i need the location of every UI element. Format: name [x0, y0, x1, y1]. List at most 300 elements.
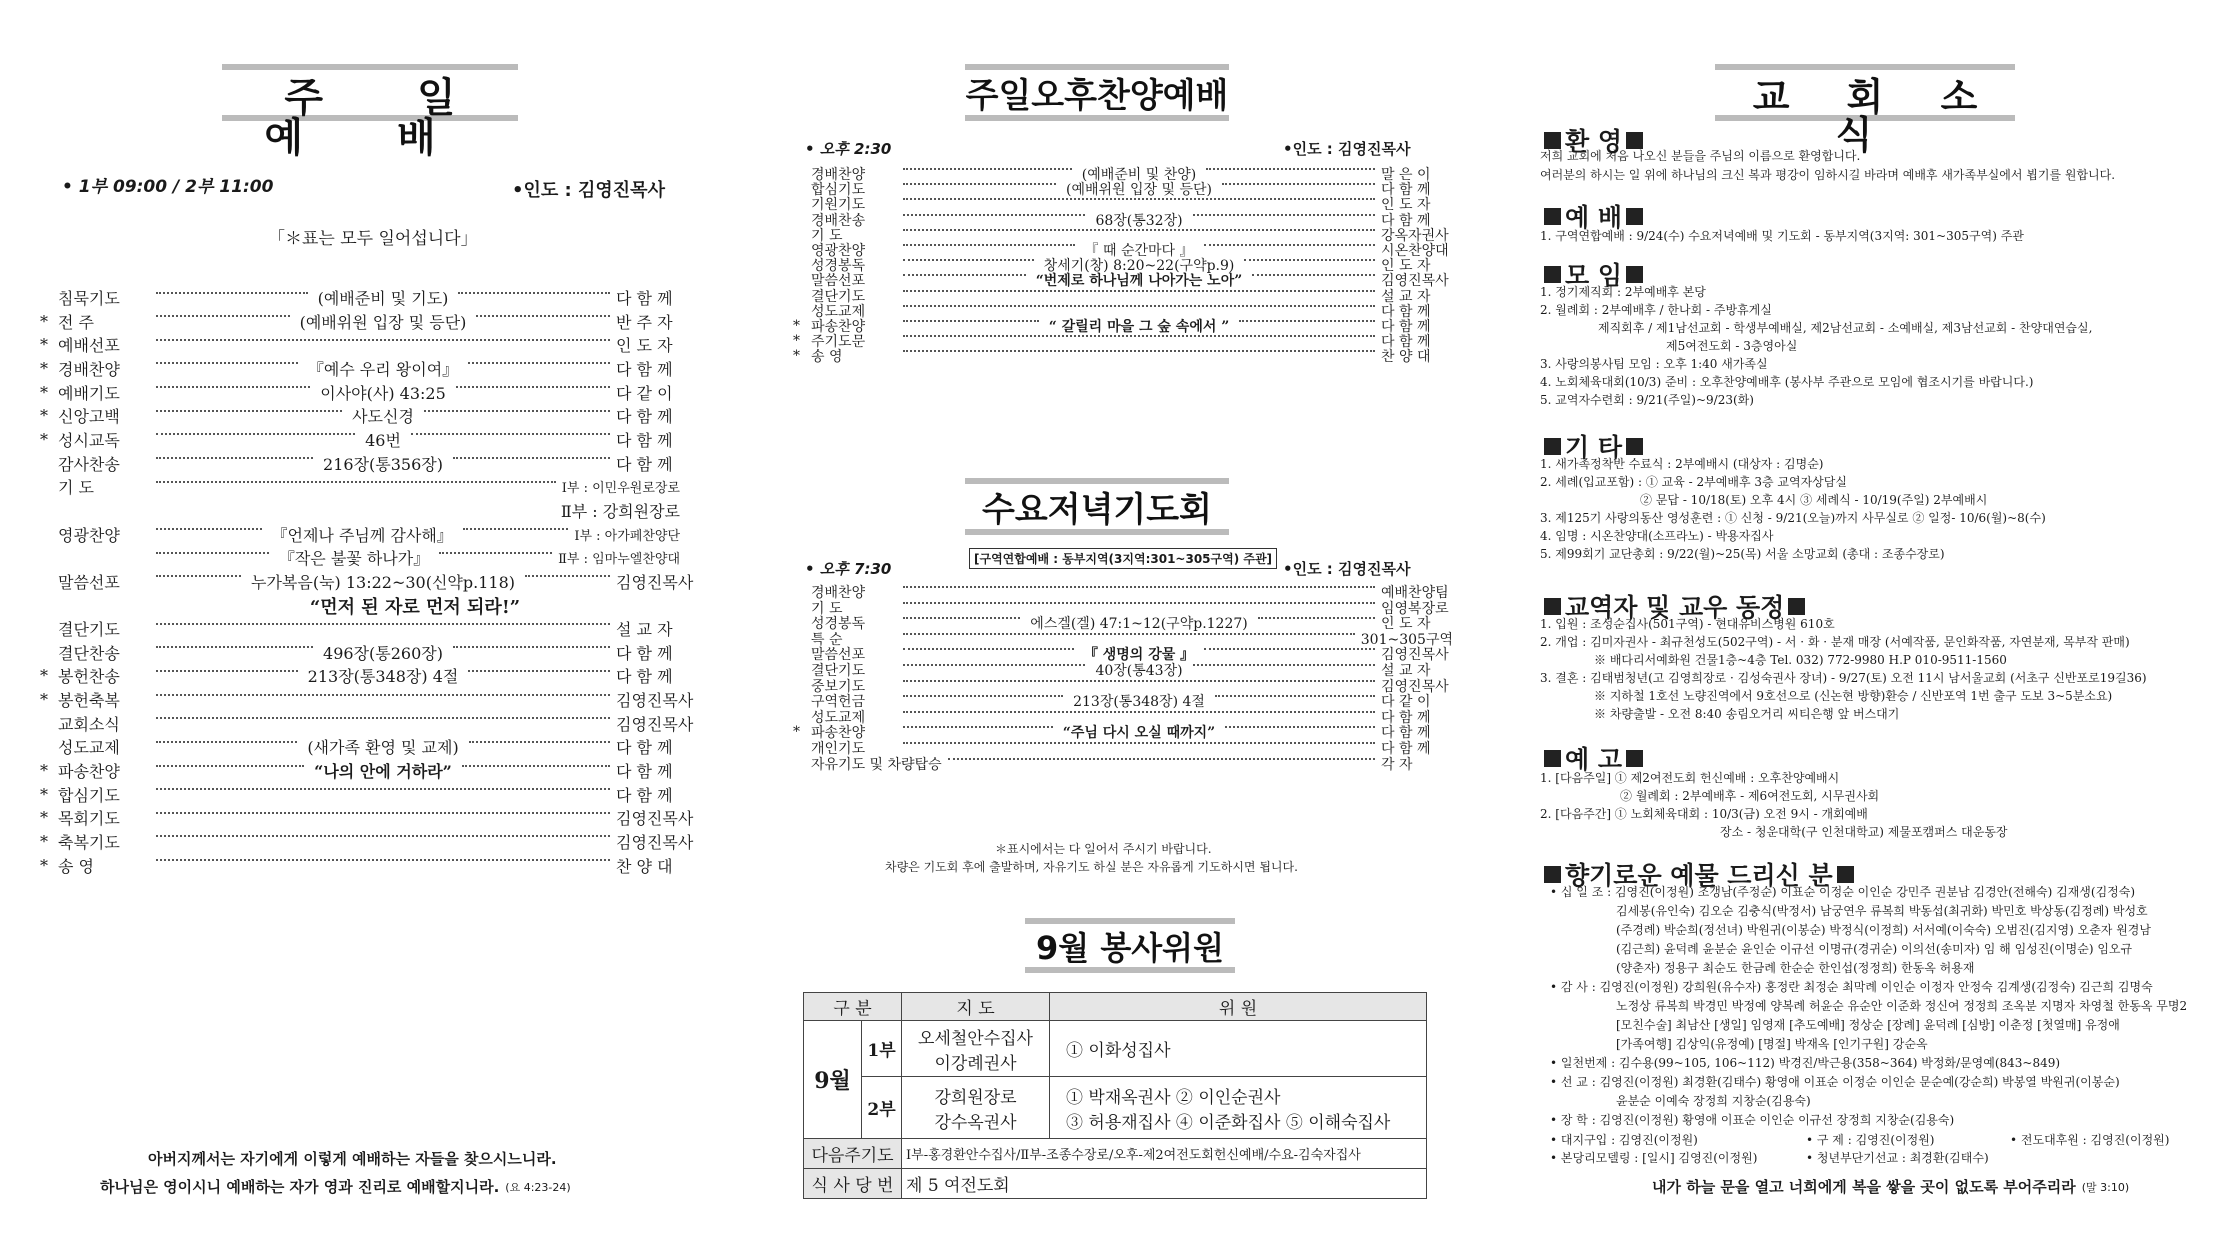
square-bullet-icon: [1544, 598, 1561, 615]
order-item-label: 송 영: [811, 349, 843, 366]
footer-verse-line1: 아버지께서는 자기에게 이렇게 예배하는 자들을 찾으시느니라.: [148, 1150, 557, 1168]
order-item-person: 다 함 께: [616, 454, 673, 474]
order-row: [40, 286, 680, 309]
order-item-person: 다 함 께: [1381, 212, 1431, 229]
order-item-label: 성도교제: [58, 738, 120, 758]
order-item-label: 성경봉독: [811, 616, 866, 633]
dotted-leader: [156, 481, 556, 483]
dotted-leader: [424, 410, 610, 412]
order-item-detail: 사도신경: [352, 407, 414, 427]
order-item-label: 기 도: [58, 478, 94, 498]
square-bullet-icon: [1544, 866, 1561, 883]
order-item-detail: 『언제나 주님께 감사해』: [271, 525, 453, 545]
order-item-person: 다 함 께: [616, 762, 673, 781]
order-row: [40, 546, 680, 569]
news-line: • 장 학 : 김영진(이정원) 황영애 이표순 이인순 이규선 장정희 지창순(김용숙): [1550, 1113, 1955, 1127]
order-item-person: 김영진목사: [616, 572, 694, 592]
order-item-person: 김영진목사: [1381, 273, 1449, 290]
standing-mark: *: [40, 784, 48, 804]
order-item-label: 경배찬양: [58, 359, 120, 379]
dotted-leader: [462, 765, 610, 767]
dotted-leader: [439, 552, 552, 554]
order-item-detail: (예배준비 및 기도): [317, 289, 449, 308]
dotted-leader: [525, 575, 610, 577]
volunteers-table: [803, 992, 1427, 1199]
vehicle-note: 차량은 기도회 후에 출발하며, 자유기도 하실 분은 자유롭게 기도하시면 됩니다.: [885, 860, 1298, 874]
news-line: • 선 교 : 김영진(이정원) 최경환(김태수) 황영애 이표순 이정순 이인순 문순예(강순희) 박봉열 박원귀(이봉순): [1550, 1075, 2120, 1089]
order-item-detail: 496장(통260장): [323, 643, 443, 663]
footer-verse: [1652, 1176, 2129, 1197]
square-bullet-icon: [1544, 438, 1561, 455]
dotted-leader: [468, 362, 610, 364]
sunday-worship-title: 주 일 예 배: [222, 64, 518, 121]
dotted-leader: [156, 292, 308, 294]
dotted-leader: [156, 741, 297, 743]
section-notice-label: 예 고: [1565, 745, 1623, 774]
order-item-person: 시온찬양대: [1381, 243, 1449, 259]
order-item-person: Ⅱ부 : 임마누엘찬양대: [558, 552, 681, 568]
order-item-label: 경배찬송: [811, 212, 866, 229]
order-item-detail: (새가족 환영 및 교제): [307, 738, 459, 758]
order-item-person: 설 교 자: [1381, 663, 1431, 679]
order-item-label: 결단기도: [811, 663, 866, 679]
dotted-leader: [903, 648, 1074, 650]
order-item-label: 성시교독: [58, 430, 120, 450]
order-row: [40, 688, 694, 711]
wednesday-prayer-title: 수요저녁기도회: [965, 478, 1229, 535]
order-row: [40, 452, 680, 475]
order-item-person: 찬 양 대: [1381, 349, 1431, 366]
order-item-detail: 213장(통348장) 4절: [307, 667, 459, 687]
news-line: [모친수술] 최남산 [생일] 임영재 [추도예배] 정상순 [장례] 윤덕례 [심방] 이춘정 [첫열매] 유정애: [1616, 1018, 2120, 1032]
standing-mark: *: [40, 311, 48, 331]
order-item-detail: 『예수 우리 왕이여』: [307, 359, 459, 379]
order-item-person: 인 도 자: [1381, 197, 1431, 214]
square-bullet-icon: [1544, 208, 1561, 225]
square-bullet-icon: [1626, 438, 1643, 455]
order-item-person: 반 주 자: [616, 312, 673, 332]
order-item-person: 다 함 께: [616, 430, 673, 450]
square-bullet-icon: [1626, 132, 1643, 149]
order-item-label: 성도교제: [811, 303, 866, 320]
order-item-label: 결단기도: [811, 288, 866, 305]
dotted-leader: [463, 528, 569, 530]
order-row: [40, 357, 680, 380]
dotted-leader: [903, 229, 1375, 231]
offering-land: • 대지구입 : 김영진(이정원): [1550, 1133, 1698, 1147]
church-news-column: [1540, 0, 2215, 1240]
dotted-leader: [903, 586, 1375, 588]
order-item-detail: 누가복음(눅) 13:22~30(신약p.118): [251, 572, 515, 592]
order-row: [40, 641, 680, 664]
part2-district-a: 강희원장로: [934, 1087, 1017, 1108]
order-item-person: 다 같 이: [1381, 694, 1431, 711]
order-item-label: 개인기도: [811, 741, 866, 757]
standing-note: 「＊표는 모두 일어섭니다」: [268, 229, 478, 249]
order-item-label: 중보기도: [811, 678, 866, 695]
order-item-label: 자유기도 및 차량탑승: [811, 756, 942, 773]
dotted-leader: [156, 694, 610, 696]
section-offerings-label: 향기로운 예물 드리신 분: [1565, 861, 1833, 890]
order-item-person: 인 도 자: [1381, 258, 1431, 275]
dotted-leader: [903, 168, 1072, 170]
order-row: [40, 617, 680, 640]
worship-leader: •인도 : 김영진목사: [512, 180, 665, 201]
dotted-leader: [1204, 244, 1376, 246]
order-item-person: Ⅱ부 : 강희원장로: [560, 501, 680, 521]
order-item-person: 다 함 께: [616, 785, 673, 805]
dotted-leader: [156, 812, 610, 814]
part2-members-b: ③ 허용재집사 ④ 이준화집사 ⑤ 이해숙집사: [1066, 1112, 1391, 1133]
square-bullet-icon: [1837, 866, 1854, 883]
news-line: 3. 결혼 : 김태범청년(고 김영희장로 · 김성숙권사 장녀) - 9/27(토) 오전 11시 남서울교회 (서초구 신반포로19길36): [1540, 671, 2147, 685]
news-line: 2. 월례회 : 2부예배후 / 한나회 - 주방휴게실: [1540, 303, 1772, 317]
order-row: [793, 346, 1453, 366]
standing-mark: *: [793, 724, 800, 741]
wednesday-leader: •인도 : 김영진목사: [1283, 560, 1411, 578]
dotted-leader: [156, 433, 355, 435]
news-line: 5. 제99회기 교단총회 : 9/22(월)~25(목) 서울 소망교회 (총대 : 조종수장로): [1540, 547, 1945, 561]
dotted-leader: [1222, 183, 1375, 185]
dotted-leader: [1215, 695, 1375, 697]
dotted-leader: [1206, 168, 1375, 170]
dotted-leader: [156, 410, 342, 412]
order-row: [40, 735, 680, 758]
order-row: [40, 570, 694, 593]
order-item-person: 301~305구역: [1360, 631, 1453, 648]
order-row: [40, 664, 680, 687]
order-row: [793, 754, 1453, 774]
news-line: 1. [다음주일] ① 제2여전도회 헌신예배 : 오후찬양예배시: [1540, 771, 1840, 785]
order-row: [40, 333, 680, 356]
section-worship-label: 예 배: [1565, 203, 1623, 232]
standing-mark: *: [793, 348, 800, 365]
order-item-person: 다 함 께: [616, 407, 673, 427]
order-item-label: 경배찬양: [811, 585, 866, 601]
col-header-division: 구 분: [804, 993, 902, 1021]
part2-members: [1050, 1077, 1427, 1139]
dotted-leader: [156, 339, 610, 341]
dotted-leader: [156, 457, 313, 459]
offering-relief: • 구 제 : 김영진(이정원): [1806, 1133, 1935, 1147]
afternoon-worship-title: 주일오후찬양예배: [965, 64, 1229, 121]
news-line: 4. 노회체육대회(10/3) 준비 : 오후찬양예배후 (봉사부 주관으로 모임에 협조시기를 바랍니다.): [1540, 375, 2034, 389]
order-item-person: 다 함 께: [1381, 709, 1431, 726]
dotted-leader: [156, 788, 610, 790]
standing-mark: *: [40, 808, 48, 828]
offering-evangelism: • 전도대후원 : 김영진(이정원): [2010, 1133, 2170, 1147]
news-line: 1. 새가족정착반 수료식 : 2부예배시 (대상자 : 김명순): [1540, 457, 1824, 471]
next-prayer-label: 다음주기도: [804, 1139, 902, 1169]
order-item-label: 파송찬양: [811, 319, 866, 335]
dotted-leader: [903, 664, 1085, 666]
square-bullet-icon: [1544, 750, 1561, 767]
col-header-members: 위 원: [1050, 993, 1427, 1021]
order-item-label: 기 도: [811, 227, 843, 244]
dotted-leader: [458, 292, 610, 294]
dotted-leader: [476, 315, 610, 317]
dotted-leader: [903, 711, 1375, 713]
dotted-leader: [1204, 648, 1375, 650]
order-item-label: 목회기도: [58, 809, 120, 829]
order-item-person: 말 은 이: [1381, 167, 1431, 183]
part2-district: [902, 1077, 1050, 1139]
dotted-leader: [903, 305, 1375, 307]
order-item-label: 구역헌금: [811, 694, 866, 711]
order-item-label: 특 순: [811, 631, 843, 648]
square-bullet-icon: [1626, 208, 1643, 225]
news-line: 1. 입원 : 조성순집사(501구역) - 현대유비스병원 610호: [1540, 617, 1835, 631]
order-item-label: 주기도문: [811, 334, 866, 351]
standing-note-wednesday: ＊표시에서는 다 일어서 주시기 바랍니다.: [995, 842, 1212, 856]
standing-mark: *: [40, 335, 48, 355]
order-item-label: 예배기도: [58, 383, 120, 403]
standing-mark: *: [40, 761, 48, 780]
order-row: [40, 854, 680, 877]
order-item-label: 영광찬양: [58, 525, 120, 545]
order-item-person: 다 함 께: [1381, 303, 1431, 320]
order-item-person: 다 함 께: [1381, 334, 1431, 351]
order-item-label: 교회소식: [58, 714, 120, 734]
dotted-leader: [903, 320, 1039, 322]
dotted-leader: [903, 198, 1375, 200]
news-line: • 일천번제 : 김수용(99~105, 106~112) 박경진/박근용(358~364) 박정화/문영예(843~849): [1550, 1056, 2061, 1070]
standing-mark: *: [40, 382, 48, 402]
order-row: [40, 475, 680, 498]
dotted-leader: [156, 362, 298, 364]
order-item-person: 다 함 께: [1381, 725, 1431, 742]
dotted-leader: [156, 859, 610, 861]
news-line: 윤분순 이예숙 장정희 지창순(김용숙): [1616, 1094, 1811, 1108]
order-item-detail: 『 때 순간마다 』: [1084, 243, 1194, 259]
order-item-label: 합심기도: [58, 785, 120, 805]
order-item-detail: “주님 다시 오실 때까지”: [1062, 725, 1216, 742]
order-row: [40, 712, 694, 735]
order-item-detail: 68장(통32장): [1095, 212, 1183, 229]
dotted-leader: [156, 646, 313, 648]
order-item-label: 기 도: [811, 600, 843, 617]
square-bullet-icon: [1544, 132, 1561, 149]
square-bullet-icon: [1788, 598, 1805, 615]
dotted-leader: [156, 623, 610, 625]
order-item-person: 찬 양 대: [616, 856, 673, 876]
welcome-line1: 저희 교회에 처음 나오신 분들을 주님의 이름으로 환영합니다.: [1540, 149, 1861, 163]
order-item-label: 결단찬송: [58, 643, 120, 663]
dotted-leader: [903, 183, 1056, 185]
dotted-leader: [156, 717, 610, 719]
dotted-leader: [903, 617, 1020, 619]
order-item-detail: 에스겔(겔) 47:1~12(구약p.1227): [1030, 616, 1248, 633]
dotted-leader: [456, 386, 610, 388]
standing-mark: *: [40, 358, 48, 378]
news-line: 김세봉(유인숙) 김오순 김충식(박정서) 남궁연우 류복희 박동섭(최귀화) 박민호 박상동(김정례) 박성호: [1616, 904, 2148, 918]
order-item-detail: “나의 안에 거하라”: [314, 762, 452, 781]
order-item-person: 다 함 께: [1381, 741, 1431, 757]
afternoon-time: • 오후 2:30: [805, 140, 892, 158]
news-line: ※ 배다리서예화원 건물1층~4층 Tel. 032) 772-9980 H.P 010-9511-1560: [1594, 653, 2007, 667]
offering-remodel: • 본당리모델링 : [일시] 김영진(이정원): [1550, 1151, 1758, 1165]
order-item-person: 예배찬양팀: [1381, 585, 1449, 601]
order-item-label: 송 영: [58, 856, 94, 876]
order-item-person: 강옥자권사: [1381, 227, 1449, 244]
order-item-label: 말씀선포: [811, 647, 866, 664]
dotted-leader: [903, 726, 1053, 728]
dotted-leader: [156, 552, 269, 554]
order-item-person: 다 함 께: [1381, 182, 1431, 199]
order-item-person: 김영진목사: [1381, 678, 1449, 695]
dotted-leader: [156, 386, 310, 388]
order-item-person: Ⅰ부 : 아가페찬양단: [574, 528, 680, 544]
square-bullet-icon: [1626, 750, 1643, 767]
order-item-person: 김영진목사: [1381, 647, 1449, 664]
order-item-person: 다 함 께: [616, 738, 673, 758]
dotted-leader: [1244, 259, 1375, 261]
september-volunteers-title: 9월 봉사위원: [1025, 918, 1235, 973]
order-item-label: 파송찬양: [58, 762, 120, 781]
dotted-leader: [468, 670, 610, 672]
news-line: 2. 개업 : 김미자권사 - 최규천성도(502구역) - 서 · 화 · 분재 매장 (서예작품, 문인화작품, 자연분재, 목부작 판매): [1540, 635, 2130, 649]
news-line: ② 월례회 : 2부예배후 - 제6여전도회, 시무권사회: [1620, 789, 1880, 803]
news-line: 4. 임명 : 시온찬양대(소프라노) - 박용자집사: [1540, 529, 1774, 543]
order-item-detail: 『 생명의 강물 』: [1083, 647, 1195, 664]
welcome-line2: 여러분의 하시는 일 위에 하나님의 크신 복과 평강이 임하시길 바라며 예배후 새가족부실에서 뵙기를 원합니다.: [1540, 168, 2116, 182]
afternoon-worship-column: [755, 0, 1455, 1240]
news-line: 제5여전도회 - 3층영아실: [1666, 339, 1798, 353]
part1-district: [902, 1021, 1050, 1077]
sunday-worship-column: [0, 0, 720, 1240]
dotted-leader: [903, 695, 1063, 697]
order-item-person: 김영진목사: [616, 832, 694, 852]
order-item-detail: 213장(통348장) 4절: [1073, 694, 1205, 711]
standing-mark: *: [40, 429, 48, 449]
order-item-label: 성도교제: [811, 709, 866, 726]
standing-mark: *: [40, 831, 48, 851]
dotted-leader: [156, 670, 298, 672]
news-line: • 십 일 조 : 김영진(이정원) 조갱남(주정순) 이표순 이정순 이인순 강민주 권분남 김경안(전해숙) 김재생(김정숙): [1550, 885, 2136, 899]
offering-youth-mission: • 청년부단기선교 : 최경환(김태수): [1806, 1151, 1989, 1165]
dotted-leader: [411, 433, 610, 435]
order-item-label: 말씀선포: [58, 572, 120, 592]
part2-cell: 2부: [862, 1077, 902, 1139]
order-item-label: 감사찬송: [58, 454, 120, 474]
standing-mark: *: [40, 690, 48, 710]
footer-verse-ref: (말 3:10): [2081, 1180, 2130, 1194]
dotted-leader: [903, 244, 1075, 246]
order-item-label: 기원기도: [811, 197, 866, 214]
order-item-detail: 216장(통356장): [323, 454, 443, 474]
part1-district-a: 오세철안수집사: [918, 1028, 1033, 1049]
meal-duty-label: 식 사 당 번: [804, 1169, 902, 1199]
order-row: [40, 830, 694, 853]
dotted-leader: [156, 575, 241, 577]
dotted-leader: [453, 646, 610, 648]
service-time: • 1부 09:00 / 2부 11:00: [62, 177, 274, 197]
dotted-leader: [903, 633, 1355, 635]
col-header-district: 지 도: [902, 993, 1050, 1021]
worship-item: 1. 구역연합예배 : 9/24(수) 수요저녁예배 및 기도회 - 동부지역(3지역: 301~305구역) 주관: [1540, 229, 2024, 243]
order-item-person: 김영진목사: [616, 714, 694, 734]
news-line: (주경례) 박순희(정선녀) 박원귀(이봉순) 박정식(이정희) 서서예(이숙숙) 오범진(김지영) 오춘자 원경남: [1616, 923, 2151, 937]
news-line: (양춘자) 정용구 최순도 한금례 한순순 한인섭(정정희) 한동옥 허용재: [1616, 961, 1975, 975]
news-line: 5. 교역자수련회 : 9/21(주일)~9/23(화): [1540, 393, 1754, 407]
dotted-leader: [903, 259, 1034, 261]
news-line: 2. [다음주간] ① 노회체육대회 : 10/3(금) 오전 9시 - 개회예배: [1540, 807, 1868, 821]
square-bullet-icon: [1626, 266, 1643, 283]
news-line: 노정상 류복희 박경민 박정예 양복례 허윤순 유순안 이준화 정신여 정정희 조옥분 지명자 차영철 한동옥 무명2: [1616, 999, 2188, 1013]
news-line: 장소 - 청운대학(구 인천대학교) 제물포캠퍼스 대운동장: [1720, 825, 2008, 839]
part2-district-b: 강수옥권사: [934, 1112, 1017, 1133]
news-line: [가족여행] 김상익(유정예) [명절] 박재옥 [인기구원] 강순옥: [1616, 1037, 1928, 1051]
dotted-leader: [1258, 617, 1375, 619]
order-item-person: 김영진목사: [616, 809, 694, 829]
section-staff-label: 교역자 및 교우 동정: [1565, 593, 1785, 622]
sermon-title: “먼저 된 자로 먼저 되라!”: [309, 597, 521, 619]
standing-mark: *: [793, 318, 800, 334]
news-line: ② 문답 - 10/18(토) 오후 4시 ③ 세례식 - 10/19(주일) 2부예배시: [1640, 493, 1988, 507]
order-row: [40, 593, 680, 619]
order-row: [40, 381, 680, 404]
order-item-detail: “ 갈릴리 마을 그 숲 속에서 ”: [1048, 319, 1230, 335]
dotted-leader: [903, 602, 1375, 604]
footer-verse-text: 하나님은 영이시니 예배하는 자가 영과 진리로 예배할지니라.: [100, 1178, 500, 1196]
order-row: [40, 310, 680, 333]
order-item-person: Ⅰ부 : 이민우원로장로: [561, 481, 680, 497]
order-item-person: 인 도 자: [616, 336, 673, 356]
part2-members-a: ① 박재옥권사 ② 이인순권사: [1066, 1087, 1281, 1108]
order-item-person: 다 함 께: [616, 359, 673, 379]
order-item-label: 합심기도: [811, 182, 866, 199]
dotted-leader: [948, 758, 1375, 760]
news-line: 3. 제125기 사랑의동산 영성훈련 : ① 신청 - 9/21(오늘)까지 사무실로 ② 일정- 10/6(월)~8(수): [1540, 511, 2046, 525]
order-item-label: 침묵기도: [58, 289, 120, 308]
section-meetings-label: 모 임: [1565, 261, 1623, 290]
church-news-title: 교 회 소 식: [1715, 64, 2015, 121]
dotted-leader: [903, 290, 1375, 292]
order-item-person: 다 함 께: [616, 643, 673, 663]
order-item-label: 파송찬양: [811, 725, 866, 742]
part1-cell: 1부: [862, 1021, 902, 1077]
meal-duty-value: 제 5 여전도회: [902, 1169, 1427, 1199]
news-line: • 감 사 : 김영진(이정원) 강희원(유수자) 홍정란 최정순 최막례 이인순 이정자 안정숙 김계생(김정숙) 김근희 김명숙: [1550, 980, 2153, 994]
order-item-person: 인 도 자: [1381, 616, 1431, 633]
order-item-label: 경배찬양: [811, 167, 866, 183]
order-item-label: 결단기도: [58, 620, 120, 640]
dotted-leader: [156, 528, 262, 530]
order-item-label: 봉헌축복: [58, 691, 120, 711]
order-item-label: 말씀선포: [811, 273, 866, 290]
order-row: [40, 806, 694, 829]
order-item-person: 다 함 께: [1381, 319, 1431, 335]
order-item-person: 다 함 께: [616, 667, 673, 687]
dotted-leader: [156, 315, 290, 317]
dotted-leader: [903, 274, 1026, 276]
order-item-detail: (예배위원 입장 및 등단): [1066, 182, 1212, 199]
order-item-label: 성경봉독: [811, 258, 866, 275]
order-item-detail: 이사야(사) 43:25: [320, 383, 446, 403]
dotted-leader: [453, 457, 610, 459]
section-etc-label: 기 타: [1565, 433, 1623, 462]
news-line: 1. 정기제직회 : 2부예배후 본당: [1540, 285, 1706, 299]
dotted-leader: [1225, 726, 1375, 728]
news-line: (김근희) 윤덕례 윤분순 윤인순 이규선 이명규(경귀순) 이의선(송미자) 임 해 임성진(이명순) 임오규: [1616, 942, 2133, 956]
order-item-detail: 40장(통43장): [1095, 663, 1183, 679]
footer-verse-text: 내가 하늘 문을 열고 너희에게 복을 쌓을 곳이 없도록 부어주리라: [1652, 1178, 2076, 1196]
order-item-label: 봉헌찬송: [58, 667, 120, 687]
dotted-leader: [156, 765, 304, 767]
section-welcome-label: 환 영: [1565, 127, 1623, 156]
square-bullet-icon: [1544, 266, 1561, 283]
part1-district-b: 이강례권사: [934, 1053, 1017, 1074]
